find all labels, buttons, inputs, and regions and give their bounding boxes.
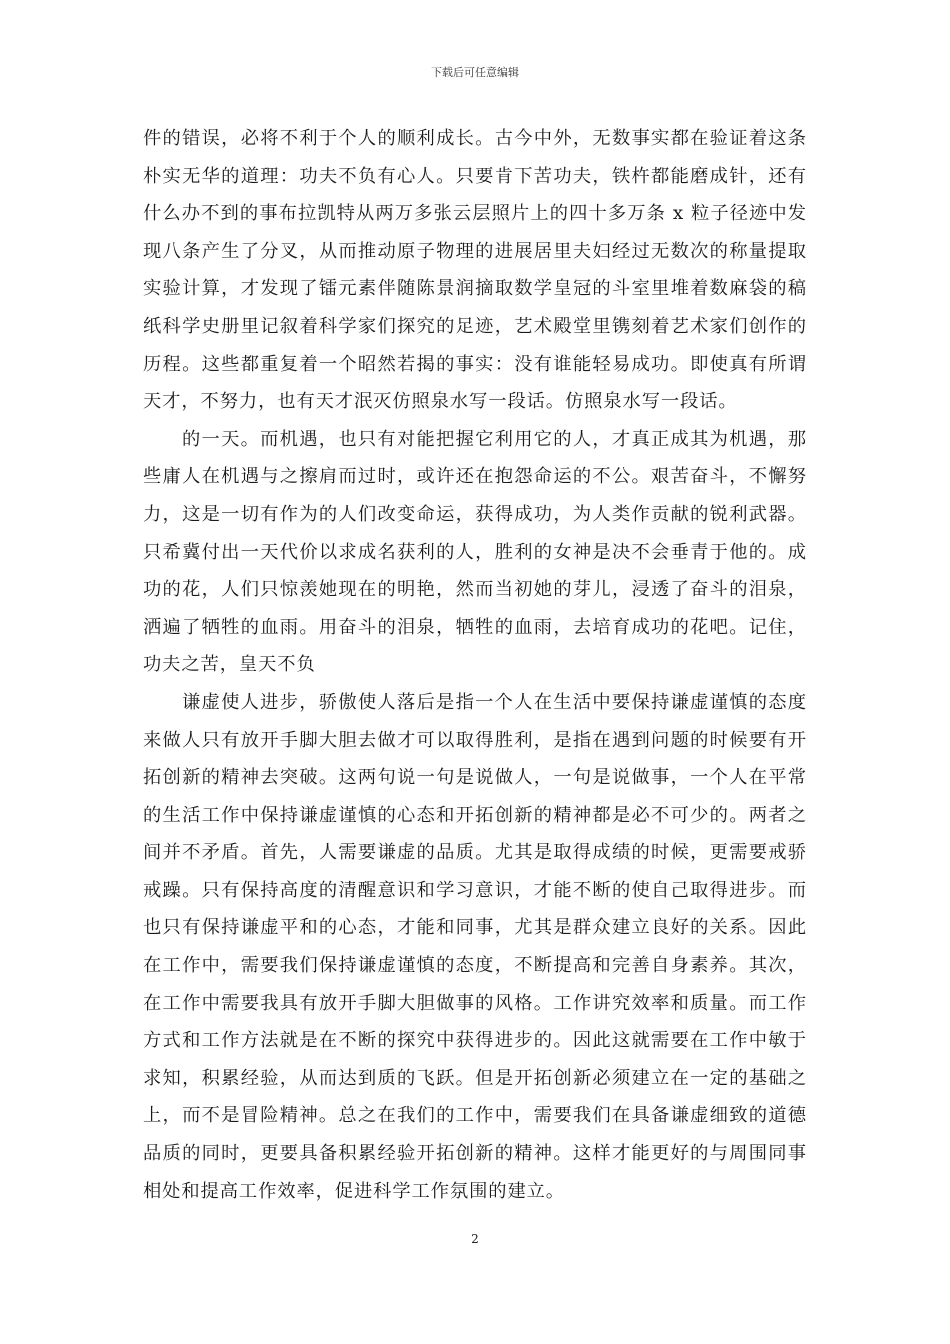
page-header: 下载后可任意编辑 [431, 66, 519, 79]
page-number: 2 [471, 1232, 479, 1246]
body-paragraph-3: 谦虚使人进步，骄傲使人落后是指一个人在生活中要保持谦虚谨慎的态度来做人只有放开手脚大胆去做才可以取得胜利，是指在遇到问题的时候要有开拓创新的精神去突破。这两句说一句是说做人，一句是说做事，一个人在平常的生活工作中保持谦虚谨慎的心态和开拓创新的精神都是必不可少的。两者之间并不矛盾。首先，人需要谦虚的品质。尤其是取得成绩的时候，更需要戒骄戒躁。只有保持高度的清醒意识和学习意识，才能不断的使自己取得进步。而也只有保持谦虚平和的心态，才能和同事，尤其是群众建立良好的关系。因此在工作中，需要我们保持谦虚谨慎的态度，不断提高和完善自身素养。其次，在工作中需要我具有放开手脚大胆做事的风格。工作讲究效率和质量。而工作方式和工作方法就是在不断的探究中获得进步的。因此这就需要在工作中敏于求知，积累经验，从而达到质的飞跃。但是开拓创新必须建立在一定的基础之上，而不是冒险精神。总之在我们的工作中，需要我们在具备谦虚细致的道德品质的同时，更要具备积累经验开拓创新的精神。这样才能更好的与周围同事相处和提高工作效率，促进科学工作氛围的建立。 [143, 691, 807, 1202]
body-paragraph-1: 件的错误，必将不利于个人的顺利成长。古今中外，无数事实都在验证着这条朴实无华的道理：功夫不负有心人。只要肯下苦功夫，铁杵都能磨成针，还有什么办不到的事布拉凯特从两万多张云层照片上的四十多万条 x 粒子径迹中发现八条产生了分叉，从而推动原子物理的进展居里夫妇经过无数次的称量提取实验计算，才发现了镭元素伴随陈景润摘取数学皇冠的斗室里堆着数麻袋的稿纸科学史册里记叙着科学家们探究的足迹，艺术殿堂里镌刻着艺术家们创作的历程。这些都重复着一个昭然若揭的事实：没有谁能轻易成功。即使真有所谓天才，不努力，也有天才泯灭仿照泉水写一段话。仿照泉水写一段话。 [143, 128, 807, 413]
body-paragraph-2: 的一天。而机遇，也只有对能把握它利用它的人，才真正成其为机遇，那些庸人在机遇与之擦肩而过时，或许还在抱怨命运的不公。艰苦奋斗，不懈努力，这是一切有作为的人们改变命运，获得成功，为人类作贡献的锐利武器。只希冀付出一天代价以求成名获利的人，胜利的女神是决不会垂青于他的。成功的花，人们只惊羡她现在的明艳，然而当初她的芽儿，浸透了奋斗的泪泉，洒遍了牺牲的血雨。用奋斗的泪泉，牺牲的血雨，去培育成功的花吧。记住，功夫之苦，皇天不负 [143, 428, 807, 676]
document-body [143, 120, 807, 1210]
